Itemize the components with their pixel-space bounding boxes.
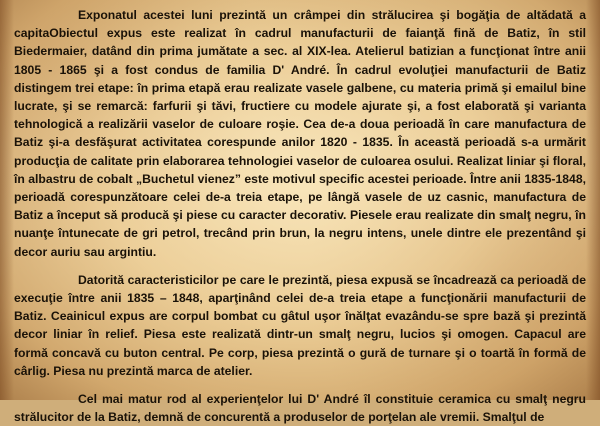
paragraph-conclusion: Cel mai matur rod al experienţelor lui D' André îl constituie ceramica cu smalţ negru strălucitor de la Batiz, demnă de concurentă a produselor de porţelan ale vremii. Smalţul de bbox=[14, 392, 586, 425]
paragraph-intro: Exponatul acestei luni prezintă un crâmpei din strălucirea şi bogăţia de altădată a capitaObiectul expus este realizat în cadrul manufacturii de faianţă fină de Batiz, în stil Biedermaier, datând din prima jumătate a sec. al XIX-lea. Atelierul batizian a funcţionat între anii 1805 - 1865 şi a fost condus de familia D' André. În cadrul evoluţiei manufacturii de Batiz distingem trei etape: în prima etapă erau realizate vasele galbene, cu materia primă şi emailul bine lucrate, şi se remarcă: farfurii şi tăvi, fructiere cu modele ajurate şi, a fost elaborată şi varianta tehnologică a realizării vaselor de culoare roşie. Cea de-a doua perioadă în care manufactura de Batiz şi-a desfăşurat activitatea corespunde anilor 1820 - 1835. În această perioadă s-a urmărit producţia de calitate prin elaborarea tehnologiei vaselor de culoarea osului. Realizat liniar şi floral, în albastru de cobalt „Buchetul vienez” este motivul specific acestei perioade. Între anii 1835-1848, perioadă corespunzătoare celei de-a treia etape, pe lângă vasele de uz casnic, manufactura de Batiz a început să producă şi piese cu caracter decorativ. Piesele erau realizate din smalţ negru, în nuanţe întunecate de gri petrol, trecând prin brun, la negru intens, unele dintre ele prezentând şi decor auriu sau argintiu. bbox=[14, 8, 586, 259]
paragraph-description: Datorită caracteristicilor pe care le prezintă, piesa expusă se încadrează ca perioadă de execuţie între anii 1835 – 1848, aparţinând celei de-a treia etape a funcţionării manufacturii de Batiz. Ceainicul expus are corpul bombat cu gâtul uşor înălţat evazându-se spre bază şi prezintă decor liniar în relief. Piesa este realizată dintr-un smalţ negru, lucios şi omogen. Capacul are formă concavă cu buton central. Pe corp, piesa prezintă o gură de turnare şi o toartă în formă de cârlig. Piesa nu prezintă marca de atelier. bbox=[14, 272, 586, 378]
